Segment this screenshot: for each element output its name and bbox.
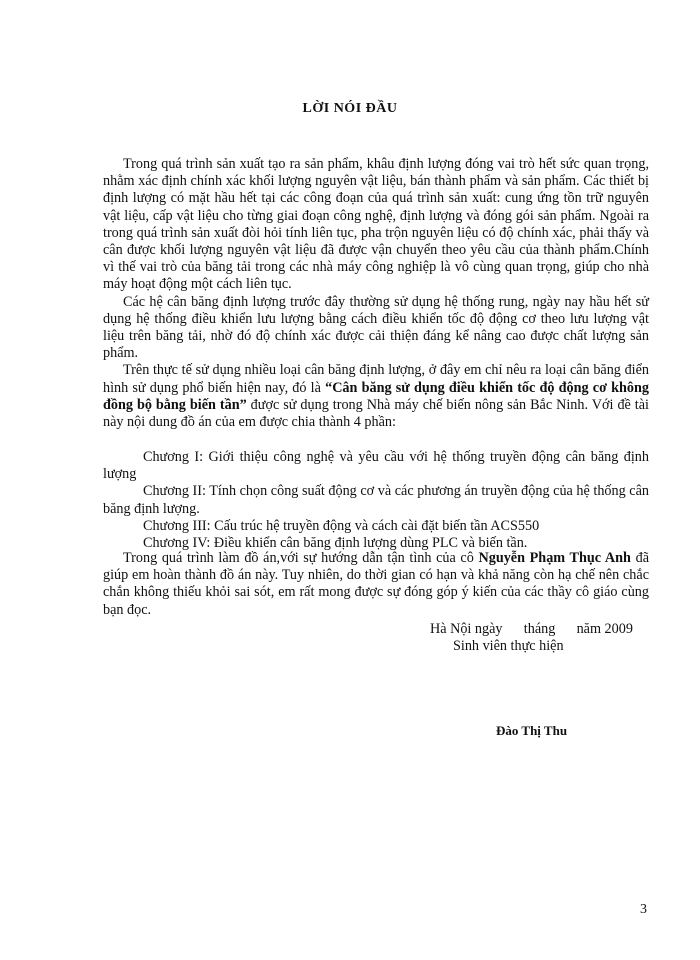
paragraph-3-text-after: được sử dụng trong Nhà máy chế biến nông sản Bắc Ninh. Với đề tài này nội dung đồ án của em được chia thành 4 phần: [103,396,649,431]
paragraph-3-bold-title: “Cân băng sử dụng điều khiển tốc độ động cơ không đồng bộ bằng biến tần” [103,379,649,413]
closing-paragraph [103,550,649,619]
signature-name: Đào Thị Thu [496,723,568,738]
signature-date: Hà Nội ngày tháng năm 2009 [430,621,633,637]
chapter-item-1: Chương I: Giới thiệu công nghệ và yêu cầu với hệ thống truyền động cân băng định lượng [103,449,649,483]
closing-text-after: đã giúp em hoàn thành đồ án này. Tuy nhiên, do thời gian có hạn và khả năng còn hạ chế nên chắc chắn không thiếu khỏi sai sót, em rất mong được sự đóng góp ý kiến của các thầy cô giáo cùng bạn đọc. [103,550,649,618]
signature-role: Sinh viên thực hiện [453,638,564,654]
page-number: 3 [640,902,647,917]
intro-body [103,156,649,431]
paragraph-3-text-before: Trên thực tế sử dụng nhiều loại cân băng định lượng, ở đây em chỉ nêu ra loại cân băng điển hình sử dụng phổ biến hiện nay, đó là [103,362,649,396]
closing-body [103,550,649,619]
page-title: LỜI NÓI ĐẦU [302,101,398,116]
chapter-item-4: Chương IV: Điều khiển cân băng định lượng dùng PLC và biến tần. [143,535,528,552]
chapter-item-3: Chương III: Cấu trúc hệ truyền động và cách cài đặt biến tần ACS550 [143,517,540,534]
closing-text-before: Trong quá trình làm đồ án,với sự hướng dẫn tận tình của cô [123,550,479,566]
supervisor-name: Nguyễn Phạm Thục Anh [478,550,631,566]
paragraph-3 [103,362,649,431]
chapter-item-2: Chương II: Tính chọn công suất động cơ và các phương án truyền động của hệ thống cân băng định lượng. [103,483,649,517]
chapter-list [103,449,649,552]
paragraph-1: Trong quá trình sản xuất tạo ra sản phẩm, khâu định lượng đóng vai trò hết sức quan trọng, nhằm xác định chính xác khối lượng nguyên vật liệu, bán thành phẩm và sản phẩm. Các thiết bị định lượng có mặt hầu hết tại các công đoạn của quá trình sản xuất: cung ứng tồn trữ nguyên vật liệu, cấp vật liệu cho từng giai đoạn công nghệ, định lượng và đóng gói sản phẩm. Ngoài ra trong quá trình sản xuất đòi hỏi tính liên tục, pha trộn nguyên liệu có độ chính xác, phải thấy và cân được khối lượng nguyên vật liệu đã được vận chuyển theo yêu cầu của thành phẩm.Chính vì thế vai trò của băng tải trong các nhà máy công nghiệp là vô cùng quan trọng, giúp cho nhà máy hoạt động một cách liên tục. [103,156,649,293]
paragraph-2: Các hệ cân băng định lượng trước đây thường sử dụng hệ thống rung, ngày nay hầu hết sử dụng hệ thống điều khiển lưu lượng bằng cách điều khiển tốc độ động cơ theo lưu lượng vật liệu trên băng tải, nhờ đó độ chính xác được cải thiện đáng kể nâng cao được chất lượng sản phẩm. [103,293,649,362]
